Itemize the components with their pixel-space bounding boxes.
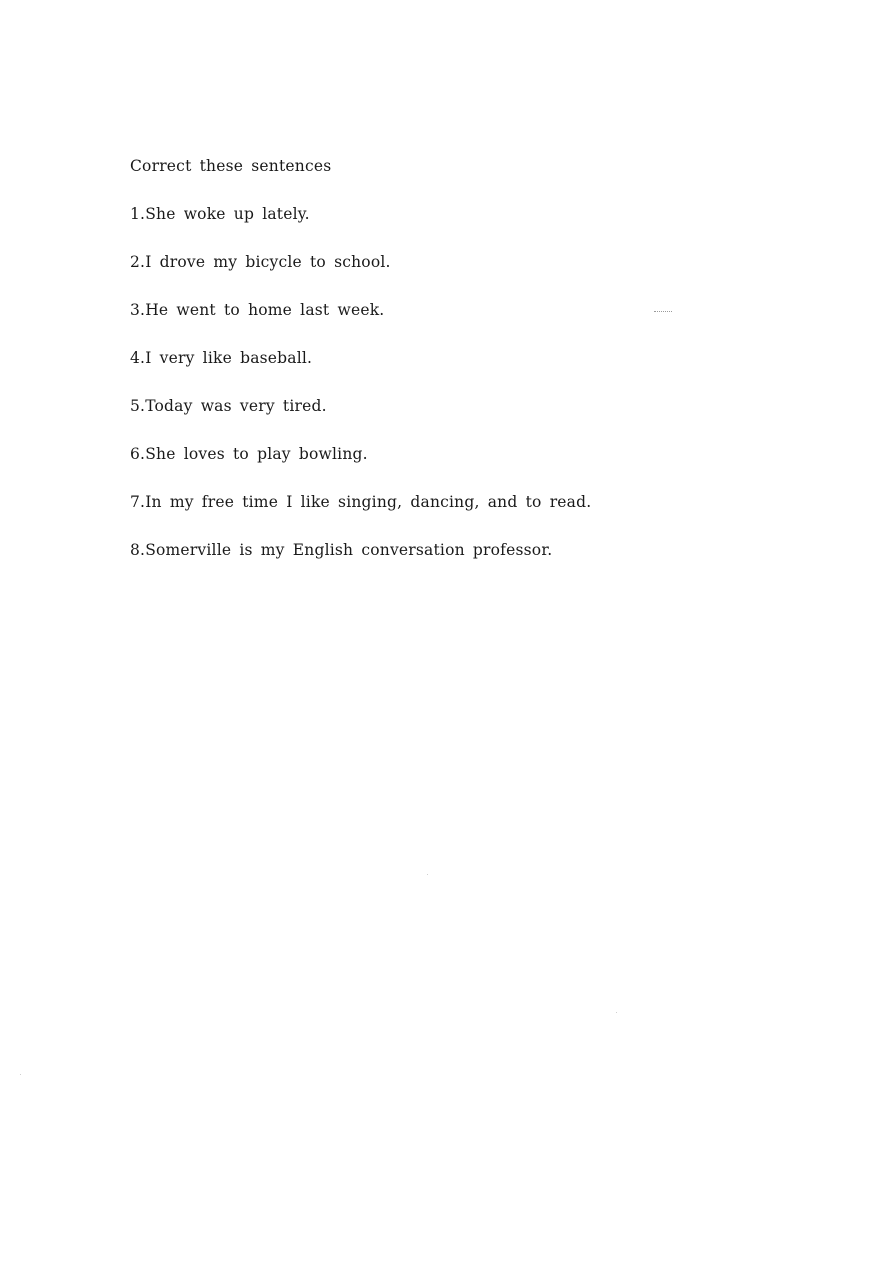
sentence-item-4: 4.I very like baseball. — [130, 349, 313, 367]
worksheet — [130, 156, 770, 588]
scan-dots-mark — [654, 311, 672, 312]
sentence-item-6: 6.She loves to play bowling. — [130, 445, 368, 463]
sentence-item-8: 8.Somerville is my English conversation professor. — [130, 541, 553, 559]
worksheet-title: Correct these sentences — [130, 157, 332, 175]
scan-speck — [427, 874, 428, 875]
sentence-item-7: 7.In my free time I like singing, dancing, and to read. — [130, 493, 592, 511]
sentence-item-2: 2.I drove my bicycle to school. — [130, 253, 391, 271]
sentence-list — [130, 204, 770, 560]
sentence-item-5: 5.Today was very tired. — [130, 397, 327, 415]
sentence-item-1: 1.She woke up lately. — [130, 205, 310, 223]
sentence-item-3: 3.He went to home last week. — [130, 301, 385, 319]
scan-speck — [20, 1074, 21, 1075]
scan-speck — [616, 1012, 617, 1013]
